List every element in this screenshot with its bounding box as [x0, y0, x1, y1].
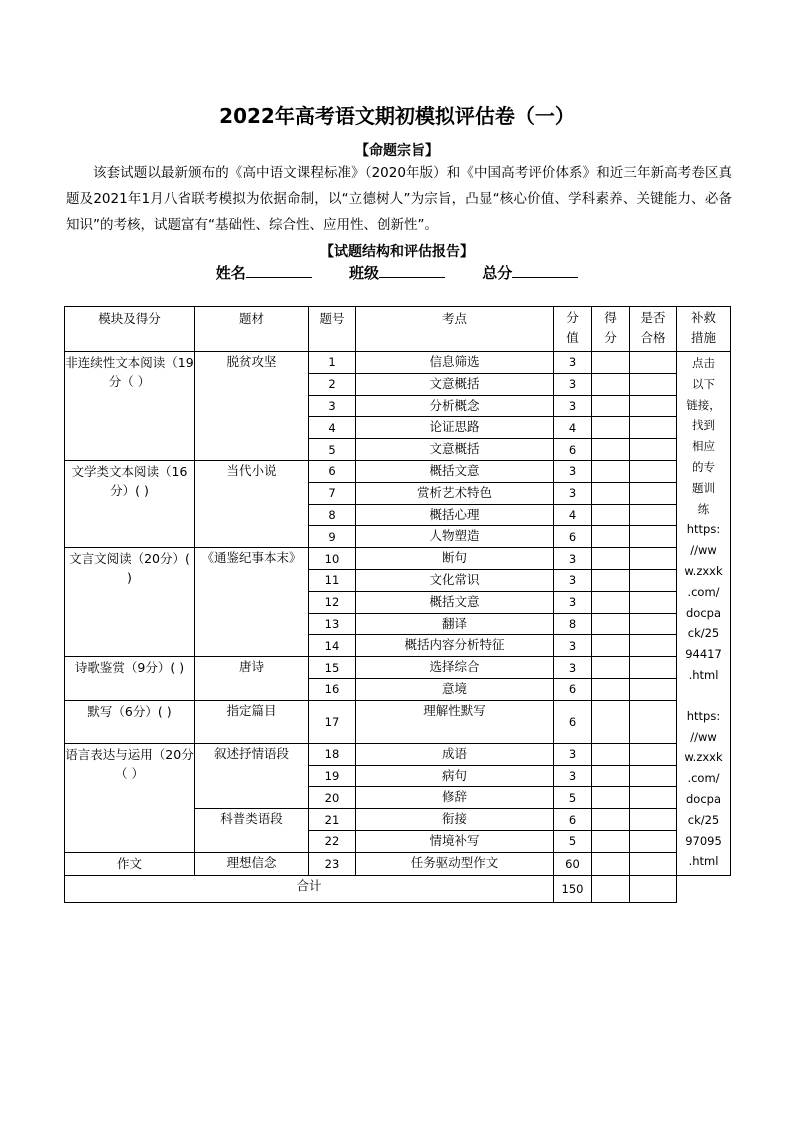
number-cell: 14: [309, 635, 356, 657]
remedy-line[interactable]: .com/: [687, 584, 720, 599]
point-cell: 成语: [356, 743, 554, 765]
point-cell: 病句: [356, 765, 554, 787]
value-cell: 60: [554, 852, 592, 875]
remedy-line[interactable]: w.zxxk: [684, 563, 723, 578]
value-cell: 3: [554, 743, 592, 765]
pass-cell[interactable]: [630, 373, 677, 395]
point-cell: 翻译: [356, 613, 554, 635]
score-cell[interactable]: [592, 395, 630, 417]
value-cell: 3: [554, 482, 592, 504]
material-cell: 当代小说: [195, 460, 309, 547]
pass-cell[interactable]: [630, 613, 677, 635]
value-cell: 3: [554, 569, 592, 591]
material-cell: 科普类语段: [195, 809, 309, 853]
module-cell: 语言表达与运用（20分（ ）: [65, 743, 195, 852]
remedy-line: [677, 686, 730, 706]
module-cell: 作文: [65, 852, 195, 875]
score-cell[interactable]: [592, 460, 630, 482]
total-label: 总分: [482, 264, 513, 282]
number-cell: 22: [309, 830, 356, 852]
number-cell: 6: [309, 460, 356, 482]
name-blank[interactable]: [246, 263, 312, 278]
remedy-line: 找到: [692, 418, 715, 433]
score-cell[interactable]: [592, 613, 630, 635]
score-cell[interactable]: [592, 591, 630, 613]
point-cell: 修辞: [356, 787, 554, 809]
table-row: [65, 700, 731, 743]
number-cell: 12: [309, 591, 356, 613]
student-fields: [0, 262, 794, 283]
score-cell[interactable]: [592, 830, 630, 852]
class-blank[interactable]: [379, 263, 445, 278]
module-cell: 诗歌鉴赏（9分）( ): [65, 657, 195, 701]
value-cell: 4: [554, 504, 592, 526]
page-title: 2022年高考语文期初模拟评估卷（一）: [219, 104, 575, 128]
pass-cell[interactable]: [630, 678, 677, 700]
module-cell: 文学类文本阅读（16分）( ): [65, 460, 195, 547]
total-row: [65, 875, 731, 902]
value-cell: 3: [554, 591, 592, 613]
pass-cell[interactable]: [630, 548, 677, 570]
purpose-heading: 【命题宗旨】: [355, 143, 439, 159]
score-cell[interactable]: [592, 548, 630, 570]
value-cell: 3: [554, 548, 592, 570]
score-cell[interactable]: [592, 635, 630, 657]
pass-cell[interactable]: [630, 657, 677, 679]
value-cell: 6: [554, 439, 592, 461]
total-score-cell[interactable]: [592, 875, 630, 902]
material-cell: 叙述抒情语段: [195, 743, 309, 808]
point-cell: 理解性默写: [356, 700, 554, 743]
number-cell: 3: [309, 395, 356, 417]
pass-cell[interactable]: [630, 591, 677, 613]
pass-cell[interactable]: [630, 743, 677, 765]
remedy-line: 相应: [692, 439, 715, 454]
remedy-line[interactable]: ck/25: [687, 812, 720, 827]
pass-cell[interactable]: [630, 482, 677, 504]
number-cell: 18: [309, 743, 356, 765]
remedy-line[interactable]: //ww: [690, 729, 717, 744]
remedy-line[interactable]: //ww: [690, 543, 717, 558]
point-cell: 文意概括: [356, 373, 554, 395]
module-cell: 非连续性文本阅读（19分（ ）: [65, 352, 195, 461]
value-cell: 6: [554, 700, 592, 743]
header-remedy: 补救措施: [677, 307, 731, 352]
value-cell: 5: [554, 787, 592, 809]
pass-cell[interactable]: [630, 504, 677, 526]
value-cell: 8: [554, 613, 592, 635]
score-cell[interactable]: [592, 439, 630, 461]
remedy-line[interactable]: ck/25: [687, 626, 720, 641]
point-cell: 衔接: [356, 809, 554, 831]
point-cell: 任务驱动型作文: [356, 852, 554, 875]
score-cell[interactable]: [592, 700, 630, 743]
value-cell: 5: [554, 830, 592, 852]
value-cell: 4: [554, 417, 592, 439]
value-cell: 3: [554, 657, 592, 679]
pass-cell[interactable]: [630, 830, 677, 852]
number-cell: 4: [309, 417, 356, 439]
score-cell[interactable]: [592, 657, 630, 679]
remedy-line: 练: [697, 501, 710, 516]
header-material: 题材: [195, 307, 309, 352]
point-cell: 选择综合: [356, 657, 554, 679]
header-point: 考点: [356, 307, 554, 352]
score-cell[interactable]: [592, 852, 630, 875]
name-label: 姓名: [215, 264, 246, 282]
score-cell[interactable]: [592, 678, 630, 700]
point-cell: 文意概括: [356, 439, 554, 461]
number-cell: 2: [309, 373, 356, 395]
remedy-line: docpa: [685, 605, 721, 620]
score-cell[interactable]: [592, 743, 630, 765]
value-cell: 6: [554, 809, 592, 831]
material-cell: 《通鉴纪事本末》: [195, 548, 309, 657]
remedy-line: 点击: [692, 356, 715, 370]
remedy-line: docpa: [685, 791, 721, 806]
point-cell: 人物塑造: [356, 526, 554, 548]
header-module: 模块及得分: [65, 307, 195, 352]
remedy-line: 的专: [692, 459, 715, 474]
pass-cell[interactable]: [630, 700, 677, 743]
remedy-line: 链接，: [686, 397, 721, 412]
pass-cell[interactable]: [630, 352, 677, 374]
number-cell: 21: [309, 809, 356, 831]
remedy-line[interactable]: .com/: [687, 771, 720, 786]
structure-heading: 【试题结构和评估报告】: [320, 244, 474, 260]
value-cell: 6: [554, 678, 592, 700]
number-cell: 20: [309, 787, 356, 809]
value-cell: 3: [554, 352, 592, 374]
total-value-cell: 150: [554, 875, 592, 902]
pass-cell[interactable]: [630, 395, 677, 417]
remedy-line: 以下: [692, 376, 715, 391]
number-cell: 23: [309, 852, 356, 875]
number-cell: 15: [309, 657, 356, 679]
number-cell: 1: [309, 352, 356, 374]
point-cell: 断句: [356, 548, 554, 570]
header-number: 题号: [309, 307, 356, 352]
number-cell: 9: [309, 526, 356, 548]
value-cell: 3: [554, 765, 592, 787]
score-table: [64, 306, 731, 903]
value-cell: 3: [554, 373, 592, 395]
point-cell: 赏析艺术特色: [356, 482, 554, 504]
point-cell: 概括文意: [356, 591, 554, 613]
value-cell: 3: [554, 635, 592, 657]
header-pass: 是否合格: [630, 307, 677, 352]
remedy-line: 题训: [692, 480, 715, 495]
point-cell: 论证思路: [356, 417, 554, 439]
table-row: [65, 852, 731, 875]
table-row: [65, 657, 731, 679]
point-cell: 概括内容分析特征: [356, 635, 554, 657]
score-cell[interactable]: [592, 482, 630, 504]
purpose-text: 该套试题以最新颁布的《高中语文课程标准》（2020年版）和《中国高考评价体系》和近三年新高考卷区真题及2021年1月八省联考模拟为依据命制，以“立德树人”为宗旨，凸显“核心价值、学科素养、关键能力、必备知识”的考核，试题富有“基础性、综合性、应用性、创新性”。: [66, 165, 732, 233]
score-cell[interactable]: [592, 787, 630, 809]
number-cell: 13: [309, 613, 356, 635]
remedy-line[interactable]: .html: [688, 667, 719, 682]
table-row: [65, 460, 731, 482]
table-row: [65, 352, 731, 374]
remedy-line[interactable]: w.zxxk: [684, 750, 723, 765]
pass-cell[interactable]: [630, 809, 677, 831]
pass-cell[interactable]: [630, 635, 677, 657]
point-cell: 信息筛选: [356, 352, 554, 374]
module-cell: 默写（6分）( ): [65, 700, 195, 743]
score-cell[interactable]: [592, 352, 630, 374]
table-row: [65, 743, 731, 765]
value-cell: 6: [554, 526, 592, 548]
score-cell[interactable]: [592, 504, 630, 526]
pass-cell[interactable]: [630, 569, 677, 591]
header-value: 分值: [554, 307, 592, 352]
value-cell: 3: [554, 460, 592, 482]
table-row: [65, 548, 731, 570]
score-cell[interactable]: [592, 569, 630, 591]
pass-cell[interactable]: [630, 460, 677, 482]
pass-cell[interactable]: [630, 439, 677, 461]
header-row: [65, 307, 731, 352]
number-cell: 17: [309, 700, 356, 743]
pass-cell[interactable]: [630, 765, 677, 787]
total-blank[interactable]: [512, 263, 578, 278]
number-cell: 5: [309, 439, 356, 461]
material-cell: 指定篇目: [195, 700, 309, 743]
total-pass-cell[interactable]: [630, 875, 677, 902]
number-cell: 10: [309, 548, 356, 570]
score-cell[interactable]: [592, 765, 630, 787]
number-cell: 19: [309, 765, 356, 787]
pass-cell[interactable]: [630, 526, 677, 548]
score-cell[interactable]: [592, 417, 630, 439]
point-cell: 文化常识: [356, 569, 554, 591]
score-cell[interactable]: [592, 809, 630, 831]
point-cell: 概括心理: [356, 504, 554, 526]
remedy-line: 94417: [685, 647, 722, 662]
number-cell: 16: [309, 678, 356, 700]
remedy-line[interactable]: .html: [688, 854, 719, 869]
point-cell: 情境补写: [356, 830, 554, 852]
remedy-line: 97095: [685, 833, 722, 848]
pass-cell[interactable]: [630, 417, 677, 439]
score-cell[interactable]: [592, 373, 630, 395]
number-cell: 8: [309, 504, 356, 526]
material-cell: 唐诗: [195, 657, 309, 701]
remedy-line[interactable]: https:: [686, 708, 721, 723]
class-label: 班级: [348, 264, 379, 282]
material-cell: 理想信念: [195, 852, 309, 875]
pass-cell[interactable]: [630, 852, 677, 875]
material-cell: 脱贫攻坚: [195, 352, 309, 461]
score-cell[interactable]: [592, 526, 630, 548]
value-cell: 3: [554, 395, 592, 417]
pass-cell[interactable]: [630, 787, 677, 809]
module-cell: 文言文阅读（20分）( ): [65, 548, 195, 657]
number-cell: 11: [309, 569, 356, 591]
point-cell: 意境: [356, 678, 554, 700]
point-cell: 分析概念: [356, 395, 554, 417]
remedy-cell: [677, 352, 731, 876]
total-label-cell: 合计: [65, 875, 554, 902]
number-cell: 7: [309, 482, 356, 504]
header-score: 得分: [592, 307, 630, 352]
remedy-line[interactable]: https:: [686, 522, 721, 537]
point-cell: 概括文意: [356, 460, 554, 482]
